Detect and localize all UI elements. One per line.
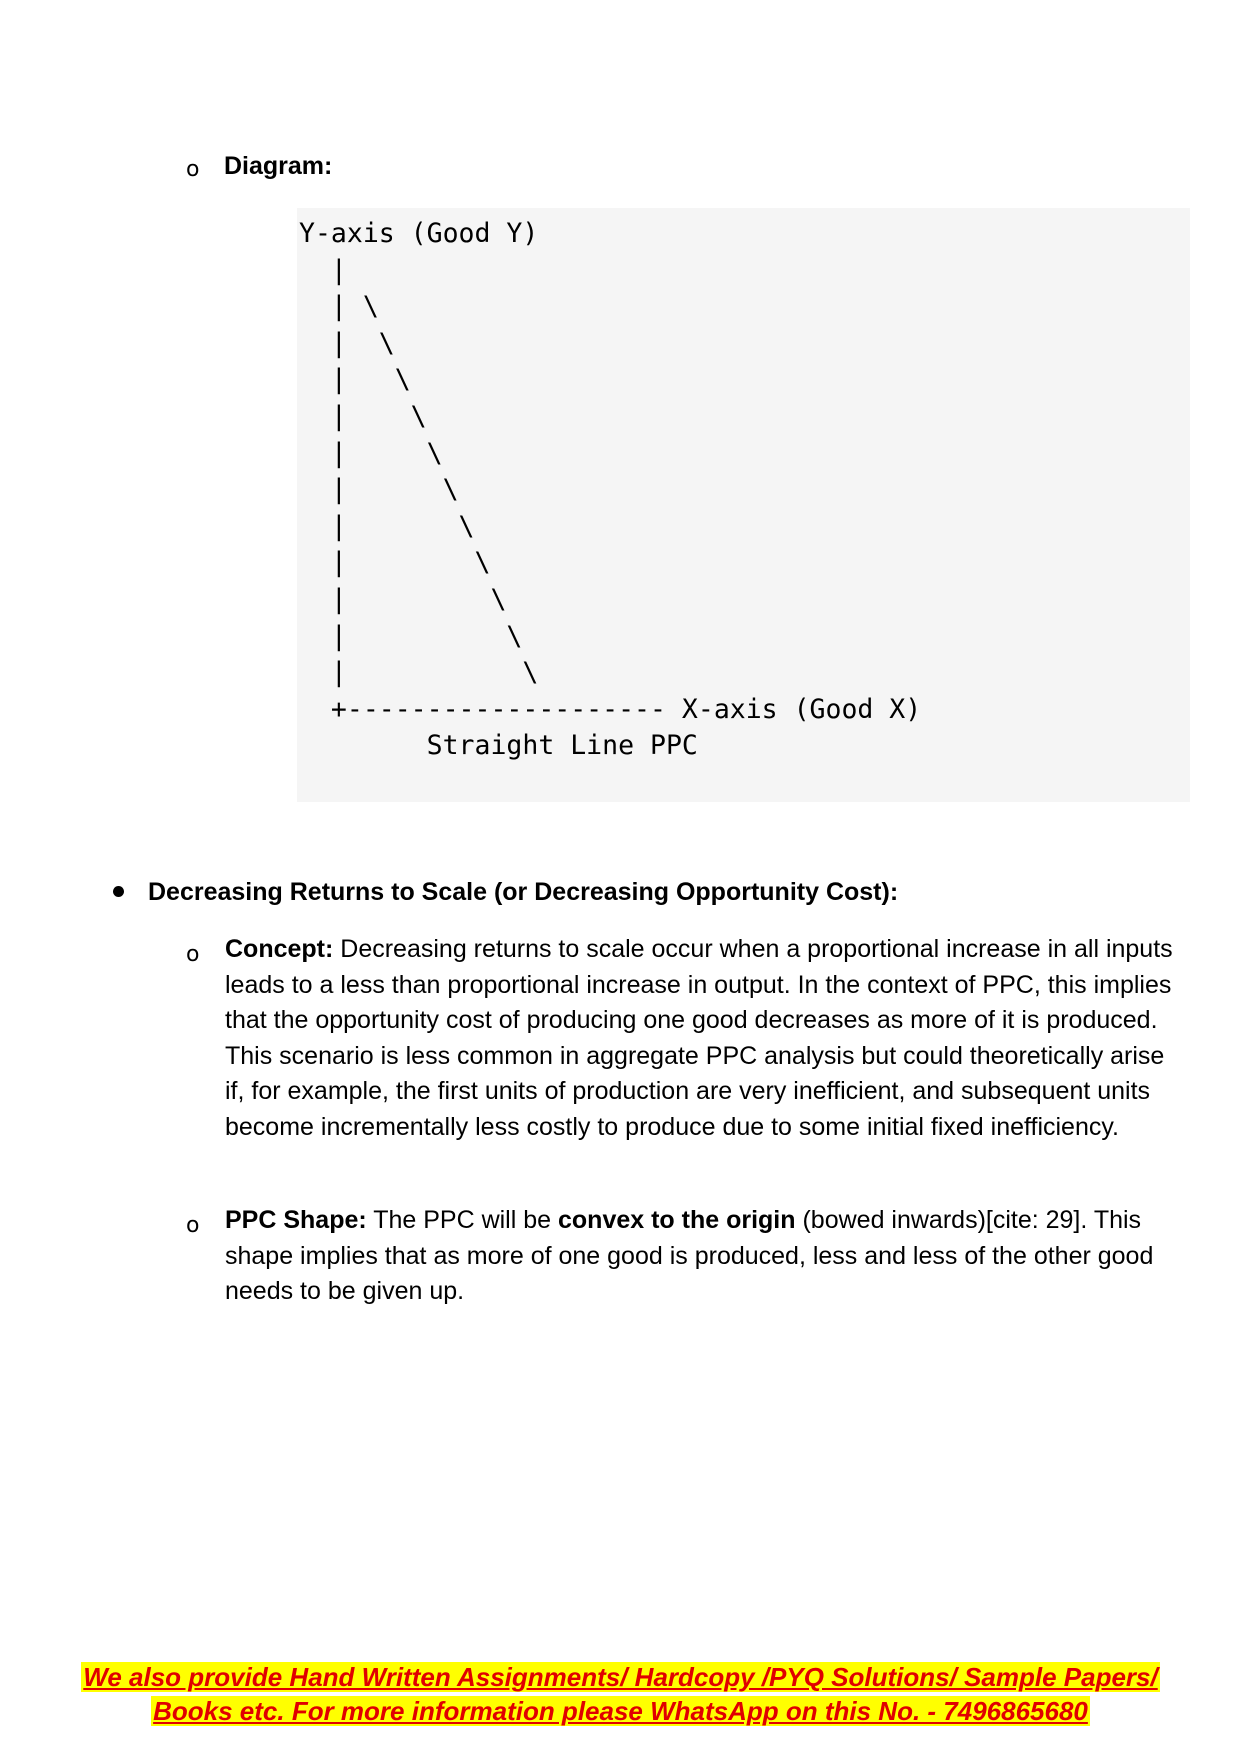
diagram-heading: Diagram:	[224, 152, 333, 180]
sub-bullet-diagram: o	[186, 157, 200, 182]
ppc-shape-label: PPC Shape:	[225, 1206, 367, 1234]
ppc-shape-paragraph	[225, 1203, 1185, 1310]
concept-label: Concept:	[225, 935, 334, 963]
concept-paragraph	[225, 932, 1185, 1146]
sub-bullet-concept: o	[186, 942, 200, 967]
footer-line-1: We also provide Hand Written Assignments/ Hardcopy /PYQ Solutions/ Sample Papers/	[83, 1662, 1158, 1692]
decreasing-returns-heading: Decreasing Returns to Scale (or Decreasing Opportunity Cost):	[148, 878, 899, 906]
ppc-shape-emphasis: convex to the origin	[558, 1206, 796, 1234]
footer-line-2: Books etc. For more information please WhatsApp on this No. - 7496865680	[153, 1696, 1088, 1726]
main-bullet-icon	[113, 886, 124, 897]
ppc-shape-text-after: (bowed inwards)[cite: 29]. This shape implies that as more of one good is produced, less and less of the other good needs to be given up.	[225, 1206, 1154, 1306]
concept-text: Decreasing returns to scale occur when a proportional increase in all inputs leads to a less than proportional increase in output. In the context of PPC, this implies that the opportunity cost of producing one good decreases as more of it is produced. This scenario is less common in aggregate PPC analysis but could theoretically arise if, for example, the first units of production are very inefficient, and subsequent units become incrementally less costly to produce due to some initial fixed inefficiency.	[225, 935, 1173, 1141]
sub-bullet-ppc-shape: o	[186, 1213, 200, 1238]
footer-advertisement	[0, 1660, 1241, 1728]
ppc-shape-text-before: The PPC will be	[366, 1206, 558, 1234]
diagram-code-block	[297, 208, 1190, 802]
ascii-ppc-diagram: Y-axis (Good Y) | | \ | \ | \ | \ | \ | \ | \ | \ | \ | \ | \ +-------------------- X-axis (Good X) Straight Line PPC	[299, 218, 922, 762]
